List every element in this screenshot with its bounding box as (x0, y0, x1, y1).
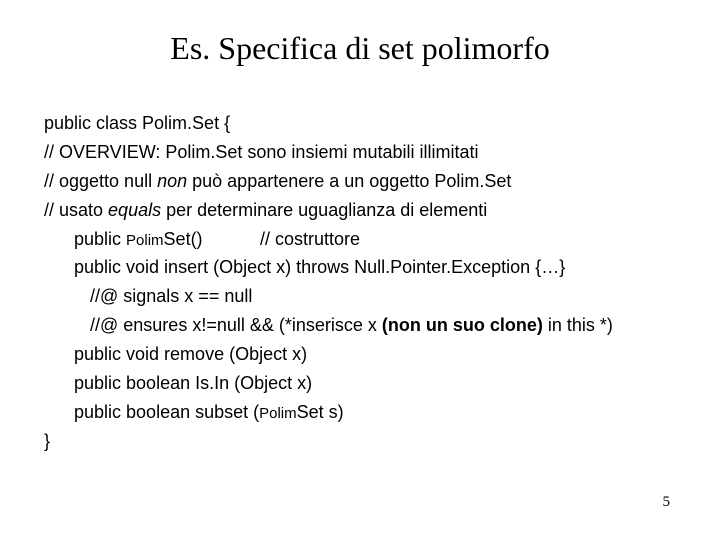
code-text-small: Polim (126, 231, 164, 249)
code-text: Set s) (296, 401, 344, 422)
code-text-italic: equals (108, 199, 162, 220)
code-line-closing-brace (44, 427, 704, 456)
code-text: public void remove (Object x) (74, 344, 308, 365)
code-line-isin (44, 369, 704, 398)
code-text: // OVERVIEW: Polim.Set sono insiemi mutabili illimitati (44, 141, 479, 162)
code-text: Set() (163, 228, 203, 249)
code-line-overview-comment (44, 138, 704, 167)
code-line-class-decl (44, 109, 704, 138)
code-text: //@ signals x == null (90, 286, 253, 307)
code-line-equals-comment (44, 196, 704, 225)
code-text: //@ ensures x!=null && (*inserisce x (90, 315, 382, 336)
code-line-insert (44, 253, 704, 282)
code-text-bold: (non un suo clone) (381, 315, 543, 336)
code-line-null-comment (44, 167, 704, 196)
code-text: // oggetto null (44, 170, 158, 191)
code-text-italic: non (157, 170, 188, 191)
code-text: in this *) (542, 315, 613, 336)
code-text: public (74, 228, 127, 249)
code-block (44, 109, 704, 456)
slide-title: Es. Specifica di set polimorfo (170, 30, 550, 66)
code-line-remove (44, 340, 704, 369)
code-text: // usato (44, 199, 109, 220)
code-text: public boolean Is.In (Object x) (74, 373, 313, 394)
code-line-constructor (44, 225, 704, 254)
code-text: } (44, 430, 51, 451)
code-text: può appartenere a un oggetto Polim.Set (187, 170, 512, 191)
code-text-small: Polim (259, 404, 297, 422)
code-text: public boolean subset ( (74, 401, 260, 422)
page-number: 5 (662, 494, 670, 510)
constructor-comment: // costruttore (260, 228, 361, 249)
code-line-signals (44, 282, 704, 311)
code-text: public void insert (Object x) throws Null.Pointer.Exception {…} (74, 257, 566, 278)
code-line-subset (44, 398, 704, 427)
code-text: per determinare uguaglianza di elementi (161, 199, 488, 220)
code-line-ensures (44, 311, 704, 340)
code-text: public class Polim.Set { (44, 113, 231, 133)
